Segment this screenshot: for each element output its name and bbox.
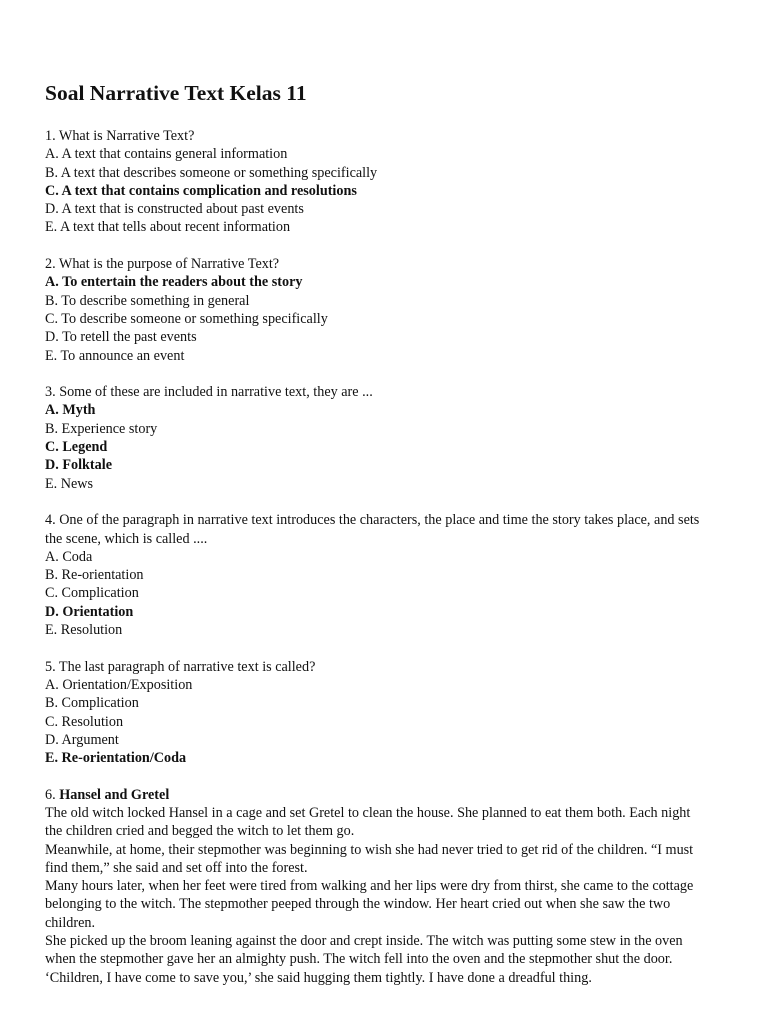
story-line: She picked up the broom leaning against the door and crept inside. The witch was putting some stew in the oven [45,933,683,950]
option-b: B. A text that describes someone or something specifically [45,164,378,181]
story-line: the children cried and begged the witch to let them go. [45,823,355,840]
story-line: find them,” she said and set off into the forest. [45,859,308,876]
option-b: B. To describe something in general [45,292,250,309]
option-d-answer: D. Orientation [45,603,134,620]
story-line: Many hours later, when her feet were tired from walking and her lips were dry from thirst, she came to the cottage [45,878,694,895]
option-e-answer: E. Re-orientation/Coda [45,750,187,767]
question-number: 6. [45,786,60,803]
option-c-answer: C. A text that contains complication and resolutions [45,182,357,199]
story-line: The old witch locked Hansel in a cage and set Gretel to clean the house. She planned to eat them both. Each night [45,804,691,821]
question-4 [45,511,735,639]
question-1 [45,127,735,237]
story-line: children. [45,914,96,931]
option-a-answer: A. Myth [45,402,96,419]
option-b: B. Re-orientation [45,567,144,584]
story-line: when the stepmother gave her an almighty push. The witch fell into the oven and the stepmother shut the door. [45,951,673,968]
story-line: ‘Children, I have come to save you,’ she said hugging them tightly. I have done a dreadful thing. [45,969,592,986]
option-a: A. A text that contains general information [45,146,288,163]
document-page [45,78,735,1005]
question-5 [45,658,735,768]
question-text-line1: 4. One of the paragraph in narrative text introduces the characters, the place and time the story takes place, and sets [45,512,700,529]
option-e: E. A text that tells about recent information [45,219,291,236]
question-text: 3. Some of these are included in narrative text, they are ... [45,384,373,401]
question-2 [45,255,735,365]
option-c: C. Complication [45,585,139,602]
option-d-answer: D. Folktale [45,457,112,474]
story-heading [45,786,735,804]
option-e: E. To announce an event [45,347,185,364]
page-title: Soal Narrative Text Kelas 11 [45,81,307,105]
option-a-answer: A. To entertain the readers about the story [45,274,303,291]
story-line: Meanwhile, at home, their stepmother was beginning to wish she had never tried to get rid of the children. “I must [45,841,694,858]
option-b: B. Experience story [45,420,158,437]
question-text-line2: the scene, which is called .... [45,530,208,547]
option-c: C. To describe someone or something specifically [45,310,328,327]
question-6 [45,786,735,987]
question-3 [45,383,735,493]
option-c: C. Resolution [45,713,124,730]
option-d: D. Argument [45,731,119,748]
story-line: belonging to the witch. The stepmother peeped through the window. Her heart cried out when she saw the two [45,896,671,913]
question-text: 2. What is the purpose of Narrative Text? [45,256,280,273]
option-d: D. To retell the past events [45,329,197,346]
option-c-answer: C. Legend [45,439,108,456]
question-text: 1. What is Narrative Text? [45,128,195,144]
option-b: B. Complication [45,695,139,712]
option-d: D. A text that is constructed about past events [45,201,304,218]
option-a: A. Coda [45,548,93,565]
option-a: A. Orientation/Exposition [45,676,193,693]
question-text: 5. The last paragraph of narrative text is called? [45,658,316,675]
option-e: E. Resolution [45,622,123,639]
option-e: E. News [45,475,94,492]
story-title: Hansel and Gretel [59,786,170,803]
